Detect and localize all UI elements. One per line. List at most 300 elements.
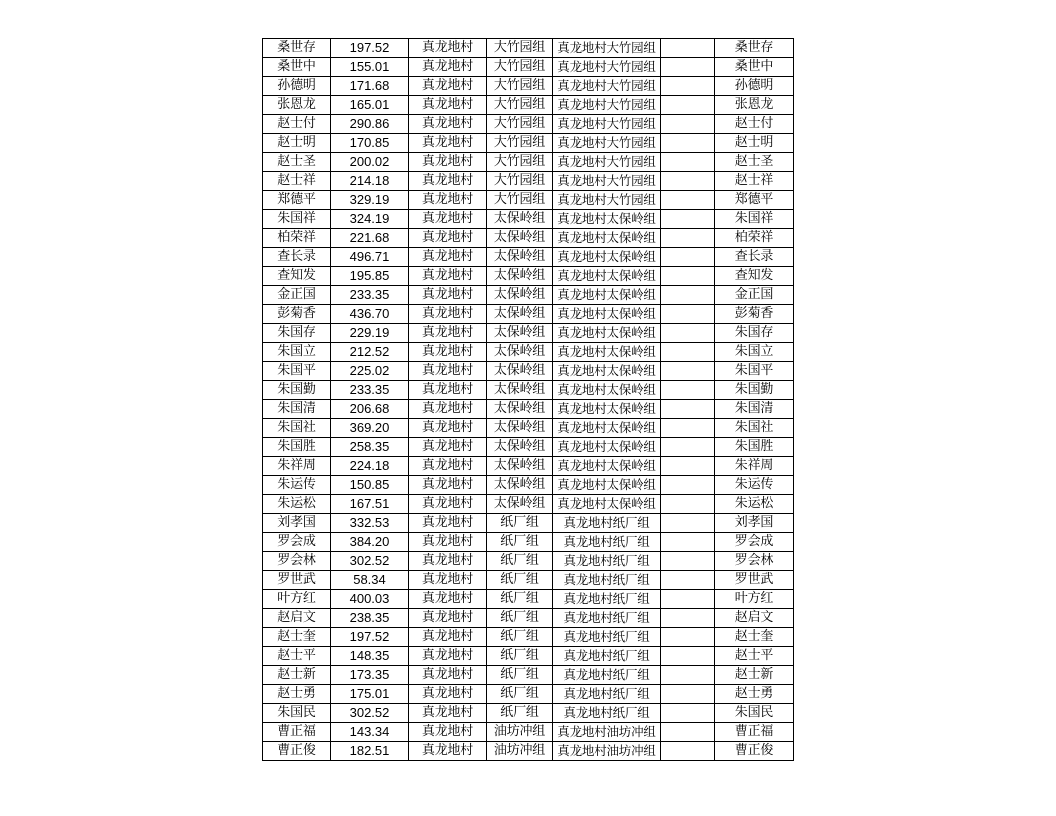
area-cell: 369.20: [331, 419, 409, 438]
address-cell: 真龙地村纸厂组: [553, 666, 661, 685]
blank-cell: [661, 39, 715, 58]
payee-cell: 孙德明: [715, 77, 794, 96]
address-cell: 真龙地村大竹园组: [553, 134, 661, 153]
table-body: [263, 39, 794, 761]
area-cell: 302.52: [331, 552, 409, 571]
group-cell: 纸厂组: [487, 571, 553, 590]
blank-cell: [661, 134, 715, 153]
name-cell: 朱祥周: [263, 457, 331, 476]
payee-cell: 桑世存: [715, 39, 794, 58]
payee-cell: 朱祥周: [715, 457, 794, 476]
table-row: [263, 723, 794, 742]
group-cell: 太保岭组: [487, 476, 553, 495]
payee-cell: 朱国平: [715, 362, 794, 381]
address-cell: 真龙地村太保岭组: [553, 495, 661, 514]
payee-cell: 罗会成: [715, 533, 794, 552]
group-cell: 太保岭组: [487, 419, 553, 438]
payee-cell: 罗世武: [715, 571, 794, 590]
table-row: [263, 476, 794, 495]
table-row: [263, 685, 794, 704]
name-cell: 赵士圣: [263, 153, 331, 172]
address-cell: 真龙地村纸厂组: [553, 647, 661, 666]
address-cell: 真龙地村太保岭组: [553, 362, 661, 381]
area-cell: 170.85: [331, 134, 409, 153]
address-cell: 真龙地村油坊冲组: [553, 742, 661, 761]
blank-cell: [661, 381, 715, 400]
village-cell: 真龙地村: [409, 210, 487, 229]
area-cell: 195.85: [331, 267, 409, 286]
area-cell: 197.52: [331, 628, 409, 647]
group-cell: 太保岭组: [487, 438, 553, 457]
table-row: [263, 324, 794, 343]
group-cell: 纸厂组: [487, 552, 553, 571]
name-cell: 金正国: [263, 286, 331, 305]
table-row: [263, 343, 794, 362]
name-cell: 朱国社: [263, 419, 331, 438]
area-cell: 496.71: [331, 248, 409, 267]
blank-cell: [661, 324, 715, 343]
table-row: [263, 172, 794, 191]
name-cell: 赵士祥: [263, 172, 331, 191]
blank-cell: [661, 552, 715, 571]
group-cell: 大竹园组: [487, 191, 553, 210]
table-row: [263, 248, 794, 267]
blank-cell: [661, 571, 715, 590]
name-cell: 赵士平: [263, 647, 331, 666]
blank-cell: [661, 723, 715, 742]
village-cell: 真龙地村: [409, 514, 487, 533]
blank-cell: [661, 248, 715, 267]
blank-cell: [661, 172, 715, 191]
name-cell: 朱国立: [263, 343, 331, 362]
address-cell: 真龙地村纸厂组: [553, 552, 661, 571]
payee-cell: 赵启文: [715, 609, 794, 628]
village-cell: 真龙地村: [409, 666, 487, 685]
name-cell: 朱国存: [263, 324, 331, 343]
area-cell: 384.20: [331, 533, 409, 552]
address-cell: 真龙地村太保岭组: [553, 324, 661, 343]
area-cell: 212.52: [331, 343, 409, 362]
blank-cell: [661, 210, 715, 229]
blank-cell: [661, 685, 715, 704]
address-cell: 真龙地村大竹园组: [553, 39, 661, 58]
name-cell: 桑世存: [263, 39, 331, 58]
area-cell: 233.35: [331, 286, 409, 305]
village-cell: 真龙地村: [409, 742, 487, 761]
area-cell: 173.35: [331, 666, 409, 685]
address-cell: 真龙地村太保岭组: [553, 457, 661, 476]
group-cell: 纸厂组: [487, 647, 553, 666]
area-cell: 229.19: [331, 324, 409, 343]
name-cell: 罗会成: [263, 533, 331, 552]
area-cell: 258.35: [331, 438, 409, 457]
address-cell: 真龙地村太保岭组: [553, 419, 661, 438]
payee-cell: 查知发: [715, 267, 794, 286]
data-table: [262, 38, 794, 761]
payee-cell: 朱国存: [715, 324, 794, 343]
group-cell: 纸厂组: [487, 704, 553, 723]
address-cell: 真龙地村纸厂组: [553, 533, 661, 552]
area-cell: 400.03: [331, 590, 409, 609]
blank-cell: [661, 400, 715, 419]
area-cell: 224.18: [331, 457, 409, 476]
table-row: [263, 495, 794, 514]
area-cell: 150.85: [331, 476, 409, 495]
address-cell: 真龙地村纸厂组: [553, 685, 661, 704]
name-cell: 朱国祥: [263, 210, 331, 229]
address-cell: 真龙地村大竹园组: [553, 58, 661, 77]
area-cell: 290.86: [331, 115, 409, 134]
village-cell: 真龙地村: [409, 419, 487, 438]
address-cell: 真龙地村太保岭组: [553, 267, 661, 286]
payee-cell: 赵士新: [715, 666, 794, 685]
village-cell: 真龙地村: [409, 39, 487, 58]
blank-cell: [661, 96, 715, 115]
name-cell: 张恩龙: [263, 96, 331, 115]
name-cell: 彭菊香: [263, 305, 331, 324]
area-cell: 221.68: [331, 229, 409, 248]
blank-cell: [661, 305, 715, 324]
address-cell: 真龙地村太保岭组: [553, 476, 661, 495]
payee-cell: 查长录: [715, 248, 794, 267]
table-row: [263, 647, 794, 666]
table-row: [263, 58, 794, 77]
name-cell: 赵士明: [263, 134, 331, 153]
village-cell: 真龙地村: [409, 381, 487, 400]
blank-cell: [661, 495, 715, 514]
address-cell: 真龙地村大竹园组: [553, 191, 661, 210]
group-cell: 纸厂组: [487, 628, 553, 647]
blank-cell: [661, 419, 715, 438]
name-cell: 赵启文: [263, 609, 331, 628]
village-cell: 真龙地村: [409, 704, 487, 723]
name-cell: 朱国勤: [263, 381, 331, 400]
name-cell: 刘孝国: [263, 514, 331, 533]
payee-cell: 叶方红: [715, 590, 794, 609]
address-cell: 真龙地村纸厂组: [553, 704, 661, 723]
name-cell: 桑世中: [263, 58, 331, 77]
village-cell: 真龙地村: [409, 115, 487, 134]
payee-cell: 朱国勤: [715, 381, 794, 400]
village-cell: 真龙地村: [409, 343, 487, 362]
address-cell: 真龙地村太保岭组: [553, 248, 661, 267]
name-cell: 朱国清: [263, 400, 331, 419]
group-cell: 太保岭组: [487, 343, 553, 362]
address-cell: 真龙地村纸厂组: [553, 590, 661, 609]
payee-cell: 朱国民: [715, 704, 794, 723]
group-cell: 太保岭组: [487, 457, 553, 476]
payee-cell: 赵士平: [715, 647, 794, 666]
village-cell: 真龙地村: [409, 248, 487, 267]
address-cell: 真龙地村大竹园组: [553, 172, 661, 191]
name-cell: 查知发: [263, 267, 331, 286]
village-cell: 真龙地村: [409, 96, 487, 115]
blank-cell: [661, 191, 715, 210]
area-cell: 182.51: [331, 742, 409, 761]
table-row: [263, 514, 794, 533]
group-cell: 太保岭组: [487, 229, 553, 248]
village-cell: 真龙地村: [409, 628, 487, 647]
payee-cell: 刘孝国: [715, 514, 794, 533]
area-cell: 155.01: [331, 58, 409, 77]
blank-cell: [661, 514, 715, 533]
group-cell: 大竹园组: [487, 77, 553, 96]
village-cell: 真龙地村: [409, 476, 487, 495]
village-cell: 真龙地村: [409, 362, 487, 381]
address-cell: 真龙地村太保岭组: [553, 381, 661, 400]
village-cell: 真龙地村: [409, 191, 487, 210]
group-cell: 油坊冲组: [487, 723, 553, 742]
address-cell: 真龙地村太保岭组: [553, 210, 661, 229]
blank-cell: [661, 58, 715, 77]
table-row: [263, 77, 794, 96]
area-cell: 238.35: [331, 609, 409, 628]
village-cell: 真龙地村: [409, 229, 487, 248]
payee-cell: 桑世中: [715, 58, 794, 77]
group-cell: 纸厂组: [487, 533, 553, 552]
village-cell: 真龙地村: [409, 438, 487, 457]
village-cell: 真龙地村: [409, 58, 487, 77]
payee-cell: 朱国清: [715, 400, 794, 419]
address-cell: 真龙地村太保岭组: [553, 343, 661, 362]
table-row: [263, 438, 794, 457]
table-row: [263, 628, 794, 647]
name-cell: 赵士付: [263, 115, 331, 134]
table-row: [263, 609, 794, 628]
area-cell: 332.53: [331, 514, 409, 533]
group-cell: 大竹园组: [487, 153, 553, 172]
name-cell: 曹正俊: [263, 742, 331, 761]
table-row: [263, 191, 794, 210]
village-cell: 真龙地村: [409, 552, 487, 571]
payee-cell: 张恩龙: [715, 96, 794, 115]
payee-cell: 柏荣祥: [715, 229, 794, 248]
group-cell: 太保岭组: [487, 495, 553, 514]
table-row: [263, 229, 794, 248]
table-row: [263, 96, 794, 115]
village-cell: 真龙地村: [409, 324, 487, 343]
village-cell: 真龙地村: [409, 457, 487, 476]
address-cell: 真龙地村大竹园组: [553, 96, 661, 115]
area-cell: 148.35: [331, 647, 409, 666]
table-row: [263, 115, 794, 134]
address-cell: 真龙地村大竹园组: [553, 153, 661, 172]
group-cell: 大竹园组: [487, 172, 553, 191]
village-cell: 真龙地村: [409, 134, 487, 153]
table-row: [263, 419, 794, 438]
name-cell: 赵士新: [263, 666, 331, 685]
table-row: [263, 362, 794, 381]
group-cell: 太保岭组: [487, 400, 553, 419]
name-cell: 罗会林: [263, 552, 331, 571]
name-cell: 孙德明: [263, 77, 331, 96]
address-cell: 真龙地村太保岭组: [553, 305, 661, 324]
name-cell: 朱国民: [263, 704, 331, 723]
table-row: [263, 305, 794, 324]
name-cell: 朱运松: [263, 495, 331, 514]
name-cell: 郑德平: [263, 191, 331, 210]
group-cell: 太保岭组: [487, 210, 553, 229]
table-row: [263, 552, 794, 571]
group-cell: 大竹园组: [487, 96, 553, 115]
village-cell: 真龙地村: [409, 286, 487, 305]
payee-cell: 彭菊香: [715, 305, 794, 324]
table-row: [263, 666, 794, 685]
address-cell: 真龙地村太保岭组: [553, 438, 661, 457]
address-cell: 真龙地村大竹园组: [553, 77, 661, 96]
payee-cell: 赵士奎: [715, 628, 794, 647]
area-cell: 206.68: [331, 400, 409, 419]
group-cell: 太保岭组: [487, 324, 553, 343]
village-cell: 真龙地村: [409, 685, 487, 704]
village-cell: 真龙地村: [409, 305, 487, 324]
village-cell: 真龙地村: [409, 647, 487, 666]
blank-cell: [661, 77, 715, 96]
blank-cell: [661, 115, 715, 134]
name-cell: 曹正福: [263, 723, 331, 742]
group-cell: 大竹园组: [487, 115, 553, 134]
name-cell: 朱运传: [263, 476, 331, 495]
blank-cell: [661, 533, 715, 552]
group-cell: 太保岭组: [487, 305, 553, 324]
table-row: [263, 210, 794, 229]
blank-cell: [661, 438, 715, 457]
table-row: [263, 457, 794, 476]
area-cell: 214.18: [331, 172, 409, 191]
payee-cell: 朱国胜: [715, 438, 794, 457]
group-cell: 太保岭组: [487, 381, 553, 400]
address-cell: 真龙地村油坊冲组: [553, 723, 661, 742]
payee-cell: 朱运松: [715, 495, 794, 514]
blank-cell: [661, 609, 715, 628]
group-cell: 太保岭组: [487, 286, 553, 305]
village-cell: 真龙地村: [409, 609, 487, 628]
group-cell: 纸厂组: [487, 590, 553, 609]
payee-cell: 朱运传: [715, 476, 794, 495]
group-cell: 太保岭组: [487, 362, 553, 381]
blank-cell: [661, 704, 715, 723]
village-cell: 真龙地村: [409, 495, 487, 514]
table-row: [263, 153, 794, 172]
payee-cell: 朱国祥: [715, 210, 794, 229]
payee-cell: 赵士勇: [715, 685, 794, 704]
village-cell: 真龙地村: [409, 400, 487, 419]
name-cell: 柏荣祥: [263, 229, 331, 248]
table-row: [263, 571, 794, 590]
address-cell: 真龙地村太保岭组: [553, 286, 661, 305]
name-cell: 罗世武: [263, 571, 331, 590]
blank-cell: [661, 343, 715, 362]
village-cell: 真龙地村: [409, 172, 487, 191]
table-row: [263, 286, 794, 305]
blank-cell: [661, 647, 715, 666]
group-cell: 大竹园组: [487, 58, 553, 77]
area-cell: 197.52: [331, 39, 409, 58]
payee-cell: 赵士付: [715, 115, 794, 134]
area-cell: 165.01: [331, 96, 409, 115]
table-row: [263, 39, 794, 58]
area-cell: 233.35: [331, 381, 409, 400]
village-cell: 真龙地村: [409, 267, 487, 286]
area-cell: 143.34: [331, 723, 409, 742]
group-cell: 大竹园组: [487, 39, 553, 58]
village-cell: 真龙地村: [409, 77, 487, 96]
payee-cell: 赵士圣: [715, 153, 794, 172]
name-cell: 查长录: [263, 248, 331, 267]
name-cell: 朱国胜: [263, 438, 331, 457]
payee-cell: 朱国社: [715, 419, 794, 438]
name-cell: 叶方红: [263, 590, 331, 609]
payee-cell: 赵士明: [715, 134, 794, 153]
payee-cell: 赵士祥: [715, 172, 794, 191]
table-row: [263, 590, 794, 609]
payee-cell: 曹正福: [715, 723, 794, 742]
payee-cell: 郑德平: [715, 191, 794, 210]
address-cell: 真龙地村太保岭组: [553, 400, 661, 419]
area-cell: 171.68: [331, 77, 409, 96]
area-cell: 329.19: [331, 191, 409, 210]
group-cell: 大竹园组: [487, 134, 553, 153]
name-cell: 朱国平: [263, 362, 331, 381]
village-cell: 真龙地村: [409, 153, 487, 172]
address-cell: 真龙地村大竹园组: [553, 115, 661, 134]
blank-cell: [661, 590, 715, 609]
village-cell: 真龙地村: [409, 571, 487, 590]
group-cell: 纸厂组: [487, 685, 553, 704]
area-cell: 324.19: [331, 210, 409, 229]
group-cell: 太保岭组: [487, 267, 553, 286]
group-cell: 油坊冲组: [487, 742, 553, 761]
group-cell: 纸厂组: [487, 666, 553, 685]
group-cell: 太保岭组: [487, 248, 553, 267]
address-cell: 真龙地村纸厂组: [553, 571, 661, 590]
blank-cell: [661, 742, 715, 761]
address-cell: 真龙地村纸厂组: [553, 514, 661, 533]
area-cell: 302.52: [331, 704, 409, 723]
payee-cell: 曹正俊: [715, 742, 794, 761]
table-row: [263, 742, 794, 761]
group-cell: 纸厂组: [487, 609, 553, 628]
blank-cell: [661, 666, 715, 685]
table-row: [263, 400, 794, 419]
blank-cell: [661, 286, 715, 305]
address-cell: 真龙地村纸厂组: [553, 628, 661, 647]
blank-cell: [661, 628, 715, 647]
spreadsheet-page: [262, 38, 793, 761]
name-cell: 赵士勇: [263, 685, 331, 704]
blank-cell: [661, 457, 715, 476]
group-cell: 纸厂组: [487, 514, 553, 533]
table-row: [263, 704, 794, 723]
payee-cell: 金正国: [715, 286, 794, 305]
village-cell: 真龙地村: [409, 723, 487, 742]
blank-cell: [661, 267, 715, 286]
blank-cell: [661, 362, 715, 381]
payee-cell: 朱国立: [715, 343, 794, 362]
name-cell: 赵士奎: [263, 628, 331, 647]
area-cell: 436.70: [331, 305, 409, 324]
area-cell: 175.01: [331, 685, 409, 704]
blank-cell: [661, 153, 715, 172]
area-cell: 167.51: [331, 495, 409, 514]
table-row: [263, 381, 794, 400]
payee-cell: 罗会林: [715, 552, 794, 571]
area-cell: 200.02: [331, 153, 409, 172]
address-cell: 真龙地村纸厂组: [553, 609, 661, 628]
village-cell: 真龙地村: [409, 533, 487, 552]
table-row: [263, 533, 794, 552]
village-cell: 真龙地村: [409, 590, 487, 609]
